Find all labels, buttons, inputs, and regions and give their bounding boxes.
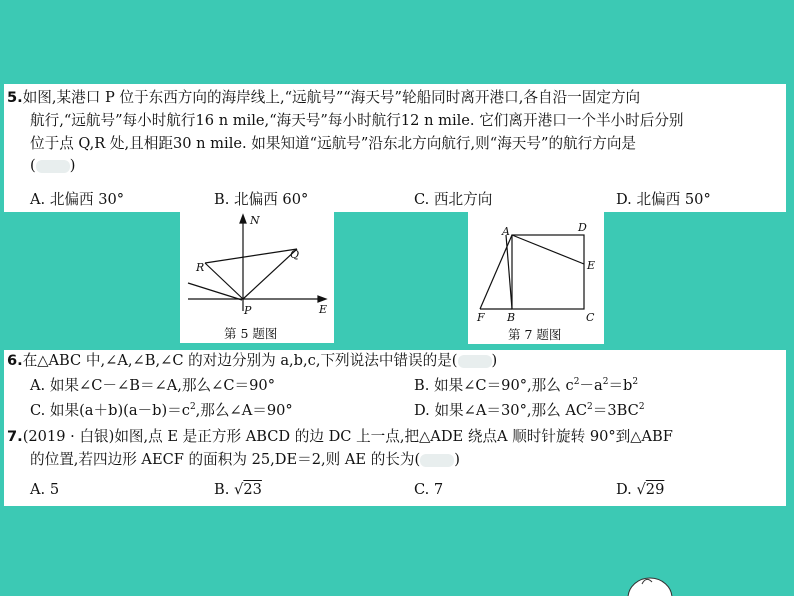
q7-option-a[interactable]: A. 5 (30, 481, 60, 498)
segment-ae (512, 235, 584, 264)
q5-line-1 (7, 88, 640, 108)
label-a: A (502, 225, 510, 238)
text: ,那么∠A＝90° (195, 402, 293, 419)
superscript: 2 (602, 377, 609, 388)
decorative-ornament-icon (620, 572, 680, 596)
q6-option-b[interactable] (414, 374, 638, 395)
radicand: 23 (243, 481, 262, 498)
label-r: R (196, 261, 205, 274)
q5-answer-blank[interactable] (30, 156, 75, 176)
text: －a (579, 377, 603, 394)
label-d: D (578, 221, 587, 234)
superscript: 2 (573, 377, 580, 388)
segment-ab-inner (506, 235, 512, 309)
q5-number: 5. (7, 89, 23, 106)
q5-option-d[interactable]: D. 北偏西 50° (616, 191, 711, 208)
question-6-7-panel (4, 350, 786, 506)
q6-option-c[interactable] (30, 399, 293, 420)
q5-option-a[interactable]: A. 北偏西 30° (30, 191, 125, 208)
question-5-panel (4, 84, 786, 212)
superscript: 2 (632, 377, 639, 388)
q6-number: 6. (7, 352, 23, 369)
label-f: F (477, 311, 485, 324)
north-arrow-icon (240, 215, 246, 223)
text: ＝3BC (592, 402, 639, 419)
segment-left (188, 283, 242, 300)
text: ＝b (608, 377, 633, 394)
paren-open: ( (30, 157, 36, 174)
sqrt-icon: √ (234, 481, 244, 498)
answer-blank[interactable] (420, 454, 454, 467)
paren-close: ) (69, 157, 76, 174)
figure-7-caption: 第 7 题图 (508, 327, 562, 342)
q6-option-a[interactable]: A. 如果∠C－∠B＝∠A,那么∠C＝90° (30, 377, 275, 394)
label-e: E (319, 303, 328, 316)
q6-stem (7, 351, 497, 371)
q5-line-3: 位于点 Q,R 处,且相距30 n mile. 如果知道“远航号”沿东北方向航行,则“海天号”的航行方向是 (30, 135, 637, 152)
q7-text-2: 的位置,若四边形 AECF 的面积为 25,DE＝2,则 AE 的长为( (30, 451, 421, 468)
radicand: 29 (645, 481, 665, 498)
q6-option-d[interactable] (414, 399, 645, 420)
q5-line-2: 航行,“远航号”每小时航行16 n mile,“海天号”每小时航行12 n mile. 它们离开港口一个半小时后分别 (30, 112, 684, 129)
east-arrow-icon (318, 296, 326, 302)
label-b: B (507, 311, 516, 324)
q7-line-1 (7, 427, 673, 447)
q5-option-b[interactable]: B. 北偏西 60° (214, 191, 309, 208)
sqrt-icon: √ (636, 481, 646, 498)
text: B. (214, 481, 235, 498)
q7-number: 7. (7, 428, 23, 445)
answer-blank[interactable] (458, 355, 492, 368)
text: C. 如果(a＋b)(a－b)＝c (30, 402, 190, 419)
segment-rq (205, 248, 300, 263)
text: D. (616, 481, 637, 498)
square-abcd (512, 235, 584, 309)
q6-stem-text: 在△ABC 中,∠A,∠B,∠C 的对边分别为 a,b,c,下列说法中错误的是( (22, 352, 458, 369)
superscript: 2 (638, 402, 645, 413)
label-c: C (586, 311, 595, 324)
q5-text-1: 如图,某港口 P 位于东西方向的海岸线上,“远航号”“海天号”轮船同时离开港口,各自沿一固定方向 (22, 89, 641, 106)
q7-text-1: (2019 · 白银)如图,点 E 是正方形 ABCD 的边 DC 上一点,把△ADE 绕点A 顺时针旋转 90°到△ABF (22, 428, 673, 445)
label-q: Q (290, 248, 300, 261)
q7-option-b[interactable] (214, 481, 262, 498)
segment-pr (205, 263, 243, 299)
label-n: N (250, 214, 260, 227)
label-e: E (587, 259, 596, 272)
figure-5-caption: 第 5 题图 (224, 326, 278, 341)
figure-7 (468, 211, 604, 344)
figure-5 (180, 211, 334, 343)
label-p: P (244, 304, 252, 317)
paren-close: ) (491, 352, 498, 369)
q7-line-2 (30, 450, 460, 470)
paren-close: ) (454, 451, 460, 468)
superscript: 2 (587, 402, 593, 413)
q7-option-c[interactable]: C. 7 (414, 481, 444, 498)
q7-option-d[interactable] (616, 481, 664, 498)
answer-blank[interactable] (36, 160, 70, 173)
text: D. 如果∠A＝30°,那么 AC (414, 402, 588, 419)
text: B. 如果∠C＝90°,那么 c (414, 377, 574, 394)
q5-option-c[interactable]: C. 西北方向 (414, 191, 493, 208)
superscript: 2 (189, 402, 196, 413)
